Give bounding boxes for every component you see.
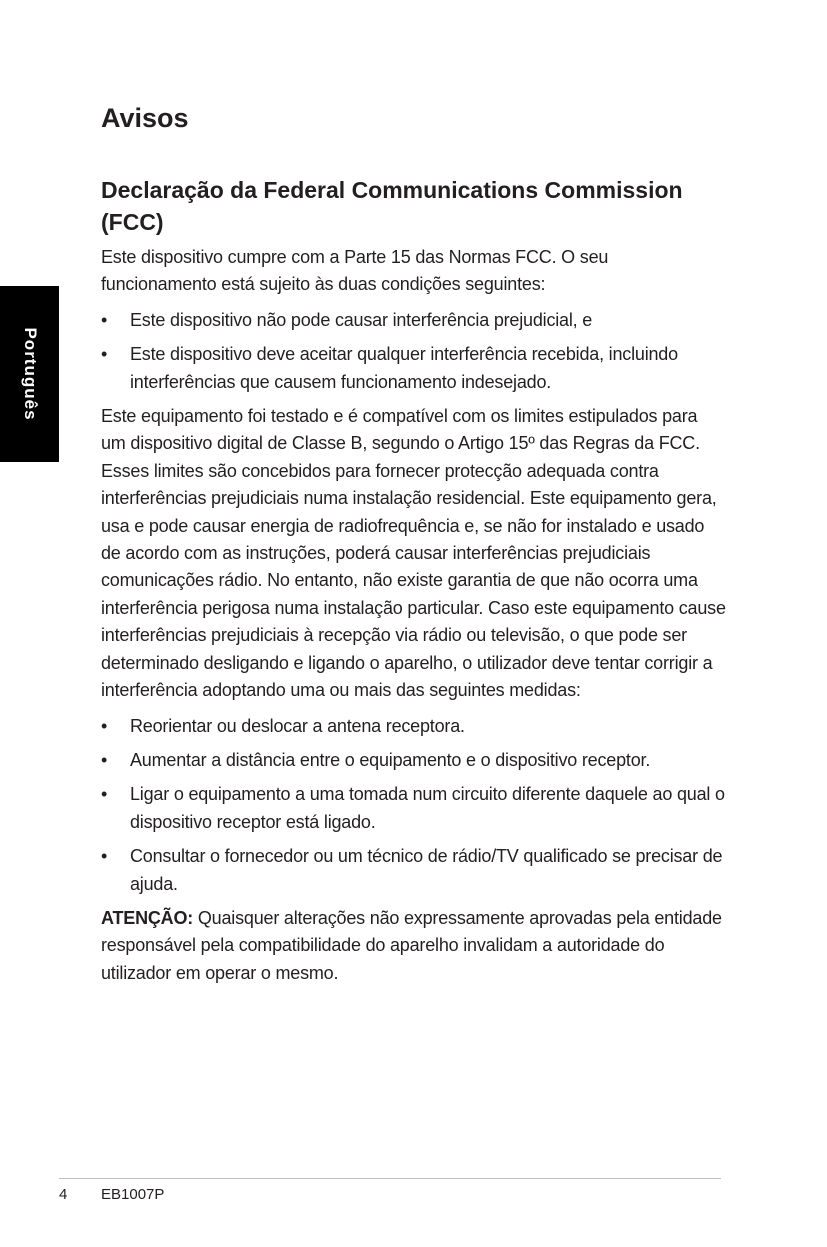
list-item: • Reorientar ou deslocar a antena receptora. [101,713,726,740]
footer-divider [59,1178,721,1179]
list-item: • Este dispositivo não pode causar interferência prejudicial, e [101,307,726,334]
language-label: Português [20,327,40,421]
list-item: • Consultar o fornecedor ou um técnico de rádio/TV qualificado se precisar de ajuda. [101,843,726,898]
page-title: Avisos [101,103,189,133]
section-title: Declaração da Federal Communications Commission (FCC) [101,177,683,235]
list-item: • Este dispositivo deve aceitar qualquer interferência recebida, incluindo interferências que causem funcionamento indesejado. [101,341,726,396]
conditions-list [101,307,726,396]
list-item: • Ligar o equipamento a uma tomada num circuito diferente daquele ao qual o dispositivo receptor está ligado. [101,781,726,836]
warning-label: ATENÇÃO: [101,907,194,928]
warning-text: Quaisquer alterações não expressamente aprovadas pela entidade responsável pela compatibilidade do aparelho invalidam a autoridade do utilizador em operar o mesmo. [101,907,722,983]
model-name: EB1007P [101,1186,165,1203]
fcc-section [101,174,726,987]
intro-paragraph: Este dispositivo cumpre com a Parte 15 das Normas FCC. O seu funcionamento está sujeito às duas condições seguintes: [101,247,609,295]
body-paragraph: Este equipamento foi testado e é compatível com os limites estipulados para um dispositivo digital de Classe B, segundo o Artigo 15º das Regras da FCC. Esses limites são concebidos para fornecer protecção adequada contra interferências prejudiciais numa instalação residencial. Este equipamento gera, usa e pode causar energia de radiofrequência e, se não for instalado e usado de acordo com as instruções, poderá causar interferências prejudiciais comunicações rádio. No entanto, não existe garantia de que não ocorra uma interferência perigosa numa instalação particular. Caso este equipamento cause interferências prejudiciais à recepção via rádio ou televisão, o que pode ser determinado desligando e ligando o aparelho, o utilizador deve tentar corrigir a interferência adoptando uma ou mais das seguintes medidas: [101,406,726,701]
list-item: • Aumentar a distância entre o equipamento e o dispositivo receptor. [101,747,726,774]
page-content [101,100,726,987]
page-number: 4 [59,1186,68,1203]
language-side-tab [0,286,59,462]
warning-paragraph [101,905,726,987]
measures-list [101,713,726,898]
